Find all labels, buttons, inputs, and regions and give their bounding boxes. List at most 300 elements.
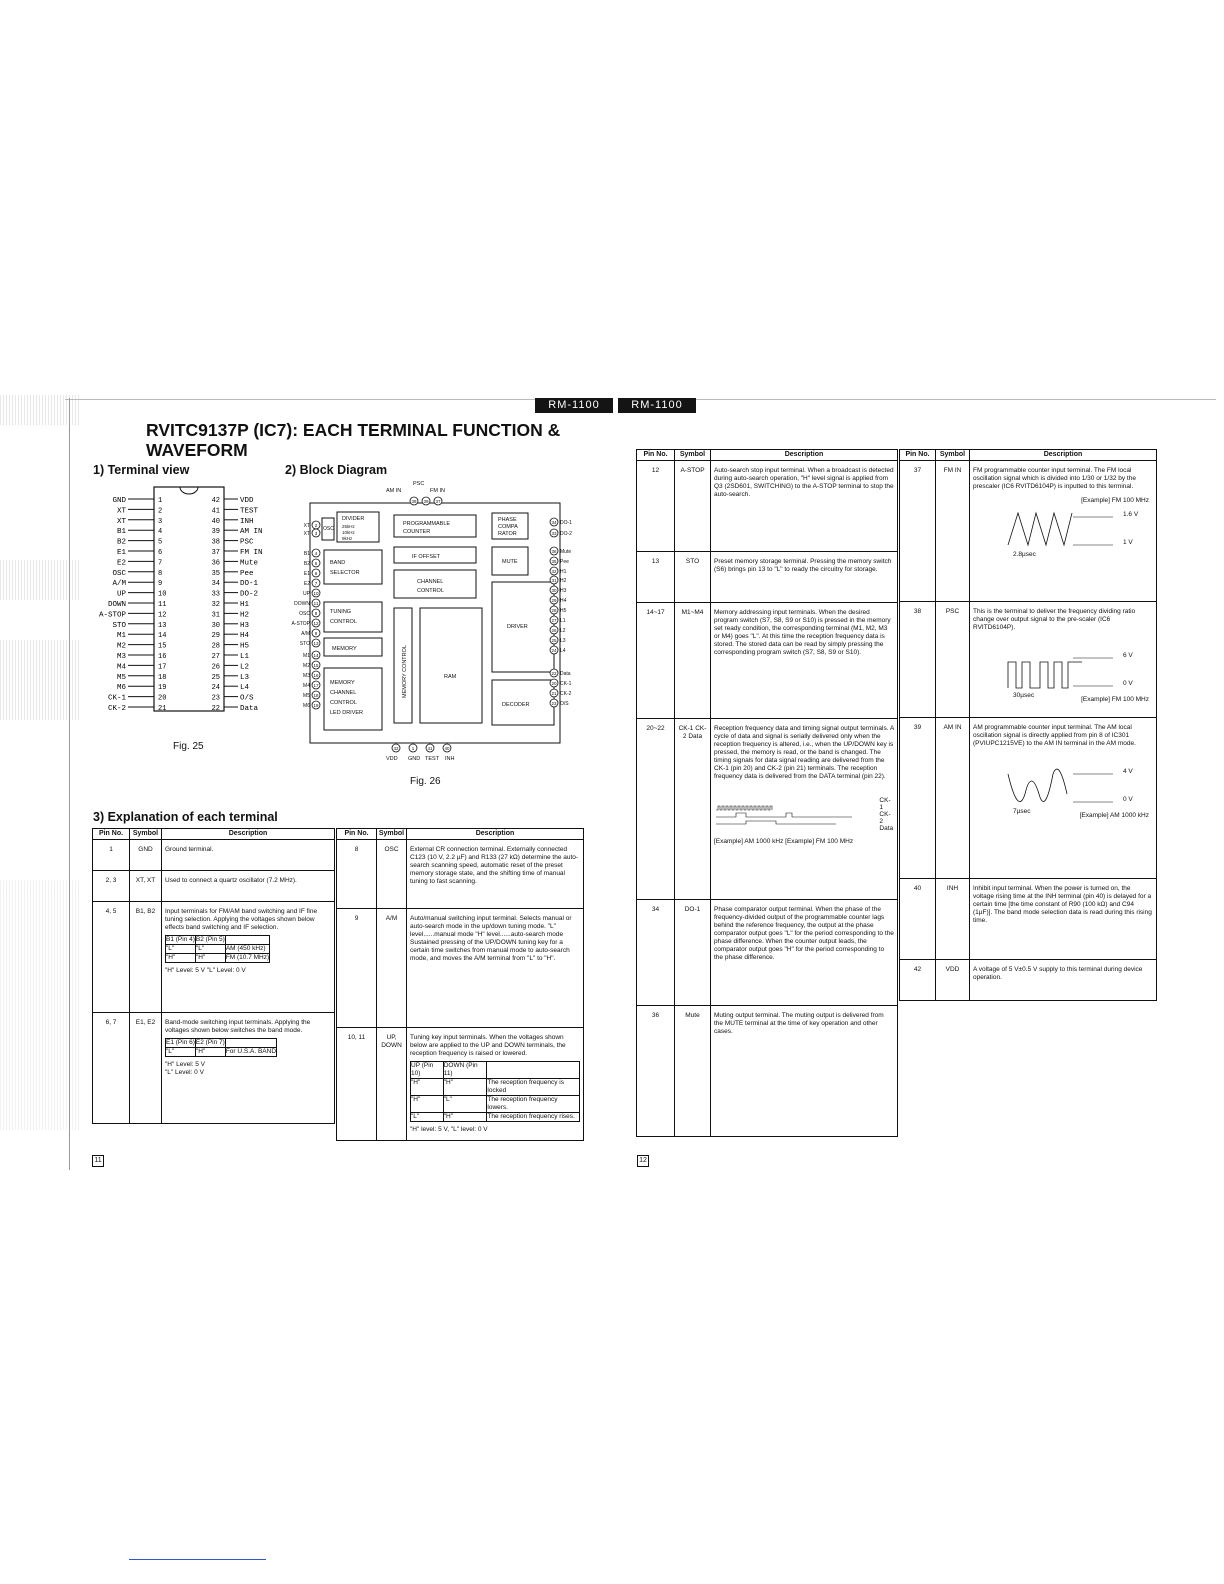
pin-label: L4 bbox=[240, 684, 250, 693]
pin-number: 20 bbox=[158, 694, 167, 703]
voltage-table-cell: "L" bbox=[411, 1113, 444, 1122]
block-pin-number: 31 bbox=[551, 578, 557, 583]
table-row bbox=[337, 1028, 584, 1141]
voltage-table-header bbox=[225, 1039, 276, 1048]
block-pin-label: Mute bbox=[560, 549, 572, 555]
pin-number: 32 bbox=[211, 601, 220, 609]
svg-text:MUTE: MUTE bbox=[502, 559, 518, 565]
pin-label: E2 bbox=[116, 559, 126, 568]
col-header-description: Description bbox=[407, 829, 584, 840]
block-pin-label: M1 bbox=[303, 653, 310, 659]
svg-text:10kHz: 10kHz bbox=[342, 530, 355, 535]
block-pin-label: M2 bbox=[303, 663, 310, 669]
pin-label: M2 bbox=[116, 642, 126, 651]
pin-label: L1 bbox=[240, 653, 250, 661]
table-row bbox=[337, 909, 584, 1028]
svg-text:MEMORY: MEMORY bbox=[332, 646, 357, 652]
pin-number: 36 bbox=[211, 559, 220, 568]
symbol-cell: GND bbox=[138, 846, 153, 853]
block-pin-label: Data bbox=[560, 671, 571, 677]
voltage-table-cell: The reception frequency rises. bbox=[487, 1113, 580, 1122]
pin-number: 23 bbox=[211, 694, 220, 703]
pin-number: 38 bbox=[211, 538, 220, 547]
pin-number: 19 bbox=[158, 684, 167, 693]
description-text: AM programmable counter input terminal. The AM local oscillation signal is directly applied from pin 8 of IC301 (PVIUPC1215VE) to the AM IN terminal in the AM mode. bbox=[973, 724, 1136, 747]
table-row bbox=[93, 1013, 335, 1124]
block-pin-label: O/S bbox=[560, 701, 569, 707]
table-row bbox=[900, 718, 1157, 879]
voltage-table-cell: FM (10.7 MHz) bbox=[225, 954, 270, 961]
level-note: "H" Level: 5 V "L" Level: 0 V bbox=[165, 967, 246, 974]
pin-label: INH bbox=[240, 517, 254, 526]
voltage-table bbox=[410, 1061, 580, 1122]
description-text: Used to connect a quartz oscillator (7.2 MHz). bbox=[165, 877, 297, 884]
pin-label: TEST bbox=[240, 507, 259, 516]
table-row bbox=[93, 871, 335, 902]
pin-label: O/S bbox=[240, 694, 254, 703]
pin-number: 3 bbox=[158, 517, 163, 526]
pin-number: 21 bbox=[158, 705, 167, 713]
block-pin-label: H1 bbox=[560, 569, 567, 575]
symbol-cell: AM IN bbox=[943, 724, 962, 731]
block-pin-label: M6 bbox=[303, 703, 310, 709]
pin-number: 7 bbox=[158, 559, 163, 568]
block-pin-number: 34 bbox=[551, 520, 557, 525]
description-text: A voltage of 5 V±0.5 V supply to this terminal during device operation. bbox=[973, 966, 1143, 981]
symbol-cell: UP, DOWN bbox=[381, 1034, 402, 1049]
waveform-label: Data bbox=[879, 825, 894, 832]
symbol-cell: M1~M4 bbox=[681, 609, 704, 616]
table-row bbox=[637, 461, 898, 552]
pin-number-cell: 39 bbox=[913, 724, 922, 731]
symbol-cell: A/M bbox=[385, 915, 398, 922]
pin-number: 39 bbox=[211, 528, 220, 537]
pin-number: 17 bbox=[158, 663, 167, 672]
block-pin-label: XT bbox=[303, 531, 310, 537]
bottom-link-underline bbox=[129, 1559, 266, 1560]
level-note: "L" Level: 0 V bbox=[165, 1069, 204, 1076]
page-number-left: 11 bbox=[92, 1155, 104, 1167]
voltage-table-header: B1 (Pin 4) bbox=[166, 936, 195, 943]
pin-label: VDD bbox=[240, 497, 254, 505]
description-text: Preset memory storage terminal. Pressing the memory switch (S6) brings pin 13 to "L" to ready the circuitry for storage. bbox=[714, 558, 892, 573]
block-pin-number: 19 bbox=[313, 703, 319, 708]
block-pin-number: 2 bbox=[314, 523, 318, 528]
svg-text:OSC: OSC bbox=[323, 526, 334, 532]
description-text: Auto-search stop input terminal. When a broadcast is detected during auto-search operation, "H" level signal is applied from Q3 (2SD601, SWITCHING) to the A-STOP terminal to stop the auto-search. bbox=[714, 467, 894, 498]
symbol-cell: STO bbox=[685, 558, 700, 565]
svg-text:DECODER: DECODER bbox=[502, 702, 530, 708]
header-rule-left bbox=[65, 399, 535, 400]
waveform-voltage-high: 6 V bbox=[1123, 652, 1133, 659]
block-pin-label: OSC bbox=[299, 611, 310, 617]
block-pin-number: 22 bbox=[551, 671, 557, 676]
block-pin-label: H3 bbox=[560, 588, 567, 594]
waveform-voltage-low: 0 V bbox=[1123, 796, 1133, 803]
description-text: Auto/manual switching input terminal. Selects manual or auto-search mode in the up/down tuning mode. "L" level......manual mode "H" level......auto-search mode Sustained pressing of the UP/DOWN tuning key for a certain time switches from manual mode to auto-search mode, and moves the A/M terminal from "L" to "H". bbox=[410, 915, 572, 962]
description-text: FM programmable counter input terminal. The FM local oscillation signal which is divided into 1/30 or 1/32 by the prescaler (IC6 RVITD6104P) is inputted to this terminal. bbox=[973, 467, 1136, 490]
block-pin-number: 35 bbox=[551, 559, 557, 564]
pin-number: 2 bbox=[158, 507, 163, 516]
pin-number-cell: 10, 11 bbox=[347, 1034, 366, 1041]
pin-number-cell: 1 bbox=[109, 846, 113, 853]
pin-number: 31 bbox=[211, 611, 220, 620]
block-pin-number: 15 bbox=[313, 663, 319, 668]
waveform-example: [Example] FM 100 MHz bbox=[1081, 497, 1149, 504]
svg-text:25kHz: 25kHz bbox=[342, 524, 355, 529]
description-text: Input terminals for FM/AM band switching and IF fine tuning selection. Applying the voltages shown below effects band switching and IF selection. bbox=[165, 908, 318, 931]
pin-number-cell: 14~17 bbox=[646, 609, 665, 616]
section-explanation: 3) Explanation of each terminal bbox=[93, 810, 278, 824]
col-header-description: Description bbox=[711, 450, 898, 461]
pin-number: 40 bbox=[211, 517, 220, 526]
header-rule-right bbox=[696, 399, 1216, 400]
pin-number-cell: 13 bbox=[651, 558, 660, 565]
block-pin-number: 17 bbox=[313, 683, 319, 688]
svg-text:VDD: VDD bbox=[386, 756, 398, 762]
pin-label: FM IN bbox=[240, 549, 263, 557]
left-margin-rule bbox=[69, 398, 70, 1170]
symbol-cell: VDD bbox=[945, 966, 960, 973]
pin-number: 16 bbox=[158, 653, 167, 661]
block-pin-number: 4 bbox=[314, 551, 318, 556]
waveform-voltage-high: 1.6 V bbox=[1123, 511, 1139, 518]
block-pin-number: 18 bbox=[313, 693, 319, 698]
voltage-table bbox=[165, 935, 270, 963]
pin-number: 25 bbox=[211, 673, 220, 682]
block-pin-label: A-STOP bbox=[291, 621, 310, 627]
col-header-symbol: Symbol bbox=[130, 829, 162, 840]
table-row bbox=[900, 602, 1157, 718]
voltage-table-header: E2 (Pin 7) bbox=[195, 1039, 225, 1046]
svg-text:TEST: TEST bbox=[425, 756, 440, 762]
description-text: Reception frequency data and timing signal output terminals. A cycle of data and signal is serially delivered only when the reception frequency is altered, i.e., when the UP/DOWN key is pressed, the memory is read, or the band is changed. The timing signals for data signal reading are delivered from the CK-1 (pin 20) and CK-2 (pin 21) terminals. The reception frequency data is delivered from the DATA terminal (pin 22). bbox=[714, 725, 894, 780]
svg-text:MEMORY CONTROL: MEMORY CONTROL bbox=[402, 645, 408, 698]
pin-number-cell: 2, 3 bbox=[105, 877, 117, 884]
pin-number: 35 bbox=[211, 569, 220, 578]
col-header-description: Description bbox=[970, 450, 1157, 461]
block-pin-label: L1 bbox=[560, 618, 566, 624]
table-row bbox=[900, 461, 1157, 602]
pin-label: L2 bbox=[240, 663, 250, 672]
block-pin-label: L2 bbox=[560, 628, 566, 634]
pin-number-cell: 12 bbox=[651, 467, 660, 474]
right-table-b bbox=[899, 449, 1157, 1001]
block-pin-number: 30 bbox=[551, 588, 557, 593]
voltage-table-cell: "L" bbox=[166, 945, 196, 954]
svg-text:RATOR: RATOR bbox=[498, 531, 517, 537]
svg-text:PSC: PSC bbox=[413, 481, 425, 487]
pin-number: 13 bbox=[158, 621, 167, 630]
voltage-table-cell: "L" bbox=[443, 1096, 487, 1113]
block-pin-number: 41 bbox=[427, 746, 433, 751]
scan-margin-noise bbox=[0, 880, 80, 1130]
pin-number: 12 bbox=[158, 611, 167, 620]
block-pin-number: 29 bbox=[551, 598, 557, 603]
svg-text:BAND: BAND bbox=[330, 560, 346, 566]
pin-label: Pee bbox=[240, 569, 254, 578]
symbol-cell: CK-1 CK-2 Data bbox=[678, 725, 707, 740]
svg-text:RAM: RAM bbox=[444, 674, 457, 680]
pin-number: 15 bbox=[158, 642, 167, 651]
pin-number-cell: 20~22 bbox=[646, 725, 665, 732]
section-block-diagram: 2) Block Diagram bbox=[285, 463, 388, 477]
block-pin-number: 16 bbox=[313, 673, 319, 678]
voltage-table-cell: "H" bbox=[443, 1113, 487, 1122]
signal-waveform bbox=[973, 754, 1153, 818]
voltage-table-header bbox=[487, 1062, 580, 1079]
symbol-cell: A-STOP bbox=[680, 467, 705, 474]
svg-text:COMPA: COMPA bbox=[498, 524, 518, 530]
col-header-pin: Pin No. bbox=[337, 829, 377, 840]
block-pin-label: H2 bbox=[560, 578, 567, 584]
right-table-a bbox=[636, 449, 898, 1137]
block-pin-number: 26 bbox=[551, 628, 557, 633]
pin-label: H3 bbox=[240, 621, 250, 630]
pin-label: DOWN bbox=[107, 601, 126, 609]
pin-label: E1 bbox=[116, 549, 126, 557]
svg-text:PHASE: PHASE bbox=[498, 517, 517, 523]
svg-text:GND: GND bbox=[408, 756, 421, 762]
table-row bbox=[637, 603, 898, 719]
pin-number-cell: 37 bbox=[913, 467, 922, 474]
description-text: This is the terminal to deliver the frequency dividing ratio change over output signal to the pre-scaler (IC6 RVITD6104P). bbox=[973, 608, 1136, 631]
description-text: Inhibit input terminal. When the power is turned on, the voltage rising time at the INH terminal (pin 40) is delayed for a certain time [the time constant of R90 (100 kΩ) and C94 (1µF)]. The band mode selection data is read during this rising time. bbox=[973, 885, 1152, 924]
block-pin-label: B2 bbox=[303, 561, 310, 567]
voltage-table-cell: "H" bbox=[195, 954, 225, 963]
table-row bbox=[637, 900, 898, 1006]
pin-label: Data bbox=[240, 705, 259, 713]
left-table-b bbox=[336, 828, 584, 1141]
block-pin-number: 9 bbox=[314, 631, 318, 636]
table-row bbox=[637, 719, 898, 900]
block-pin-label: E1 bbox=[303, 571, 310, 577]
pin-number-cell: 9 bbox=[354, 915, 359, 922]
block-pin-label: XT bbox=[303, 523, 310, 529]
symbol-cell: DO-1 bbox=[684, 906, 701, 913]
pin-number: 33 bbox=[211, 590, 220, 599]
block-pin-label: M3 bbox=[303, 673, 310, 679]
pin-number-cell: 38 bbox=[913, 608, 922, 615]
block-pin-label: CK-1 bbox=[560, 681, 572, 687]
voltage-table-header: B2 (Pin 5) bbox=[195, 936, 225, 943]
pin-number-cell: 8 bbox=[354, 846, 359, 853]
pin-label: H5 bbox=[240, 642, 250, 651]
voltage-table-cell: AM (450 kHz) bbox=[225, 945, 269, 954]
block-pin-number: 39 bbox=[423, 499, 429, 504]
voltage-table bbox=[165, 1038, 277, 1057]
svg-text:CONTROL: CONTROL bbox=[330, 700, 357, 706]
block-pin-label: M5 bbox=[303, 693, 310, 699]
description-text: Tuning key input terminals. When the voltages shown below are applied to the UP and DOWN terminals, the reception frequency is raised or lowered. bbox=[410, 1034, 566, 1057]
pin-number-cell: 34 bbox=[651, 906, 660, 913]
pin-label: A-STOP bbox=[98, 611, 126, 620]
waveform-example: [Example] AM 1000 kHz bbox=[1079, 812, 1149, 819]
scan-margin-noise bbox=[0, 560, 80, 600]
svg-text:AM IN: AM IN bbox=[386, 488, 402, 494]
pin-label: M3 bbox=[116, 653, 126, 661]
svg-text:CHANNEL: CHANNEL bbox=[417, 579, 444, 585]
pin-number: 9 bbox=[158, 580, 163, 589]
block-pin-number: 5 bbox=[314, 561, 318, 566]
block-pin-number: 7 bbox=[314, 581, 318, 586]
svg-text:COUNTER: COUNTER bbox=[403, 529, 431, 535]
pin-label: M5 bbox=[116, 673, 126, 682]
block-pin-label: L4 bbox=[560, 648, 566, 654]
pin-number: 42 bbox=[211, 497, 220, 505]
pin-number: 34 bbox=[211, 580, 220, 589]
table-row bbox=[93, 902, 335, 1013]
block-pin-number: 13 bbox=[313, 641, 319, 646]
block-pin-number: 11 bbox=[313, 601, 319, 606]
svg-text:CHANNEL: CHANNEL bbox=[330, 690, 357, 696]
pin-label: M4 bbox=[116, 663, 126, 672]
symbol-cell: PSC bbox=[945, 608, 960, 615]
pin-label: B1 bbox=[116, 528, 126, 537]
col-header-description: Description bbox=[162, 829, 335, 840]
voltage-table-header bbox=[225, 936, 269, 945]
pin-number: 37 bbox=[211, 549, 220, 557]
page-title: RVITC9137P (IC7): EACH TERMINAL FUNCTION & WAVEFORM bbox=[146, 420, 561, 460]
timing-waveform bbox=[714, 797, 894, 832]
voltage-table-cell: "H" bbox=[411, 1096, 444, 1113]
block-pin-number: 1 bbox=[411, 746, 415, 751]
col-header-symbol: Symbol bbox=[377, 829, 407, 840]
scan-margin-noise bbox=[0, 640, 80, 720]
block-pin-label: B1 bbox=[303, 551, 310, 557]
block-pin-number: 33 bbox=[551, 531, 557, 536]
block-pin-number: 20 bbox=[551, 681, 557, 686]
pin-number-cell: 40 bbox=[913, 885, 922, 892]
block-pin-number: 6 bbox=[314, 571, 318, 576]
svg-text:INH: INH bbox=[445, 756, 455, 762]
level-note: "H" Level: 5 V bbox=[165, 1061, 206, 1068]
symbol-cell: Mute bbox=[685, 1012, 700, 1019]
pin-label: XT bbox=[116, 507, 126, 516]
pin-number: 10 bbox=[158, 590, 167, 599]
pin-number: 26 bbox=[211, 663, 220, 672]
pin-number-cell: 4, 5 bbox=[105, 908, 117, 915]
level-note: "H" level: 5 V, "L" level: 0 V bbox=[410, 1126, 488, 1133]
col-header-symbol: Symbol bbox=[936, 450, 970, 461]
block-pin-label: CK-2 bbox=[560, 691, 572, 697]
block-pin-label: DOWN bbox=[294, 601, 310, 607]
pin-label: AM IN bbox=[240, 528, 263, 537]
block-pin-number: 24 bbox=[551, 648, 557, 653]
description-text: Band-mode switching input terminals. Applying the voltages shown below switches the band mode. bbox=[165, 1019, 311, 1034]
symbol-cell: FM IN bbox=[943, 467, 962, 474]
terminal-view-diagram bbox=[88, 485, 270, 725]
pin-number: 22 bbox=[211, 705, 220, 713]
pin-label: DO-1 bbox=[240, 580, 259, 589]
voltage-table-cell: "L" bbox=[195, 945, 225, 954]
symbol-cell: XT, XT bbox=[135, 877, 156, 884]
symbol-cell: B1, B2 bbox=[135, 908, 156, 915]
pin-number: 41 bbox=[211, 507, 220, 516]
signal-waveform bbox=[973, 638, 1153, 702]
block-pin-number: 27 bbox=[551, 618, 557, 623]
table-row bbox=[337, 840, 584, 909]
voltage-table-cell: The reception frequency lowers. bbox=[487, 1096, 580, 1113]
table-row bbox=[900, 879, 1157, 960]
pin-number-cell: 6, 7 bbox=[105, 1019, 117, 1026]
block-pin-label: H4 bbox=[560, 598, 567, 604]
block-pin-label: STO bbox=[299, 641, 310, 647]
pin-label: OSC bbox=[112, 569, 126, 578]
waveform-voltage-low: 0 V bbox=[1123, 680, 1133, 687]
waveform-period: 7µsec bbox=[1013, 808, 1031, 815]
waveform-voltage-low: 1 V bbox=[1123, 539, 1133, 546]
pin-number: 24 bbox=[211, 684, 220, 693]
waveform-period: 30µsec bbox=[1013, 692, 1035, 699]
pin-label: STO bbox=[112, 621, 126, 630]
description-text: Ground terminal. bbox=[165, 846, 214, 853]
pin-number: 30 bbox=[211, 621, 220, 630]
section-terminal-view: 1) Terminal view bbox=[93, 463, 190, 477]
voltage-table-cell: "H" bbox=[166, 954, 196, 963]
voltage-table-header: UP (Pin 10) bbox=[411, 1062, 444, 1079]
voltage-table-cell: The reception frequency is locked bbox=[487, 1079, 580, 1096]
block-pin-number: 8 bbox=[314, 611, 318, 616]
symbol-cell: OSC bbox=[384, 846, 399, 853]
figure-caption-25: Fig. 25 bbox=[173, 741, 204, 752]
block-pin-number: 42 bbox=[393, 746, 399, 751]
pin-number: 11 bbox=[158, 601, 167, 609]
block-pin-number: 40 bbox=[444, 746, 450, 751]
pin-label: Mute bbox=[240, 559, 259, 568]
description-text: Muting output terminal. The muting output is delivered from the MUTE terminal at the time of key operation and other cases. bbox=[714, 1012, 884, 1035]
block-pin-number: 23 bbox=[551, 701, 557, 706]
pin-number: 14 bbox=[158, 632, 167, 641]
waveform-example: [Example] AM 1000 kHz [Example] FM 100 MHz bbox=[714, 838, 854, 845]
svg-text:CONTROL: CONTROL bbox=[417, 588, 444, 594]
block-pin-label: A/M bbox=[301, 631, 310, 637]
table-row bbox=[637, 1006, 898, 1137]
block-pin-label: H5 bbox=[560, 608, 567, 614]
waveform-period: 2.8µsec bbox=[1013, 551, 1036, 558]
block-pin-number: 37 bbox=[435, 499, 441, 504]
voltage-table-cell: For U.S.A. BAND bbox=[225, 1048, 277, 1055]
pin-number: 27 bbox=[211, 653, 220, 661]
pin-number: 5 bbox=[158, 538, 163, 547]
voltage-table-cell: "L" bbox=[166, 1048, 196, 1057]
description-text: Phase comparator output terminal. When the phase of the frequency-divided output of the programmable counter lags behind the reference frequency, the output at the phase comparator output goes "L" for the period corresponding to the phase difference. When the counter output leads, the comparator output goes "H" for the period corresponding to the phase difference. bbox=[714, 906, 894, 961]
block-pin-number: 28 bbox=[551, 608, 557, 613]
voltage-table-cell: "H" bbox=[411, 1079, 444, 1096]
waveform-label: CK-1 bbox=[879, 797, 891, 811]
block-pin-label: DO-2 bbox=[560, 531, 572, 537]
svg-text:TUNING: TUNING bbox=[330, 609, 352, 615]
block-pin-number: 14 bbox=[313, 653, 319, 658]
svg-text:FM IN: FM IN bbox=[430, 488, 445, 494]
symbol-cell: E1, E2 bbox=[135, 1019, 156, 1026]
svg-text:MEMORY: MEMORY bbox=[330, 680, 355, 686]
pin-label: CK-1 bbox=[107, 694, 126, 703]
left-table-a bbox=[92, 828, 335, 1124]
block-pin-label: E2 bbox=[303, 581, 310, 587]
pin-label: B2 bbox=[116, 538, 126, 547]
block-pin-label: Pee bbox=[560, 559, 569, 565]
svg-text:PROGRAMMABLE: PROGRAMMABLE bbox=[403, 521, 451, 527]
voltage-table-header: E1 (Pin 6) bbox=[166, 1039, 195, 1046]
block-pin-label: DO-1 bbox=[560, 520, 572, 526]
svg-text:DIVIDER: DIVIDER bbox=[342, 516, 365, 522]
block-pin-number: 10 bbox=[313, 591, 319, 596]
block-pin-number: 12 bbox=[313, 621, 319, 626]
block-pin-label: L3 bbox=[560, 638, 566, 644]
block-pin-number: 36 bbox=[551, 549, 557, 554]
block-pin-number: 3 bbox=[314, 531, 318, 536]
